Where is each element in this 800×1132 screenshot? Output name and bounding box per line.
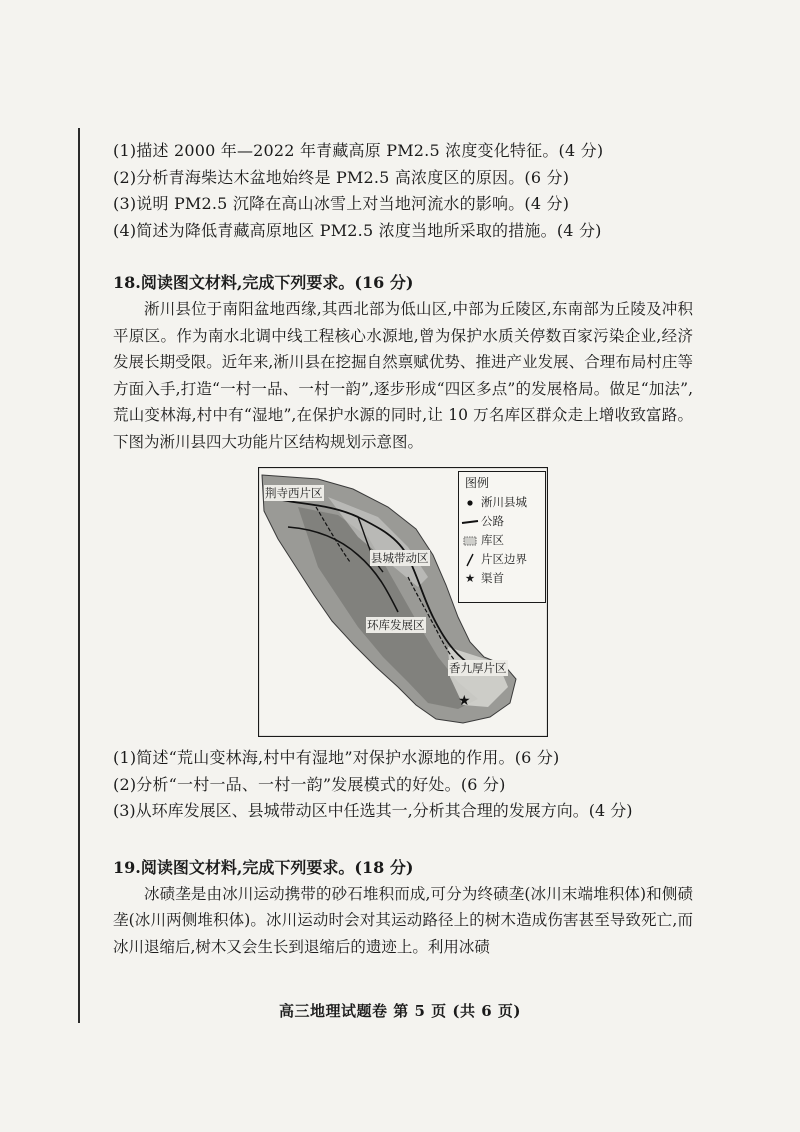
question-19 — [113, 855, 693, 961]
road-line-icon — [461, 517, 479, 527]
label-county-driving: 县城带动区 — [371, 551, 429, 565]
label-xiangjiuhou: 香九厚片区 — [449, 661, 507, 675]
dot-icon — [465, 498, 475, 508]
question-18 — [113, 270, 693, 825]
legend-item-road: 公路 — [459, 512, 545, 531]
q17-subquestions — [113, 138, 693, 244]
q18-sub-1: (1)简述“荒山变林海,村中有湿地”对保护水源地的作用。(6 分) — [113, 748, 560, 767]
q19-heading: 19.阅读图文材料,完成下列要求。(18 分) — [113, 857, 414, 877]
binding-line — [78, 128, 80, 1023]
q18-sub-3: (3)从环库发展区、县城带动区中任选其一,分析其合理的发展方向。(4 分) — [113, 801, 633, 820]
q17-sub-2: (2)分析青海柴达木盆地始终是 PM2.5 高浓度区的原因。(6 分) — [113, 167, 570, 187]
legend-title: 图例 — [465, 476, 490, 490]
q17-sub-4: (4)简述为降低青藏高原地区 PM2.5 浓度当地所采取的措施。(4 分) — [113, 220, 602, 240]
legend-item-boundary: 片区边界 — [459, 550, 545, 569]
q18-paragraph: 淅川县位于南阳盆地西缘,其西北部为低山区,中部为丘陵区,东南部为丘陵及冲积平原区。作为南水北调中线工程核心水源地,曾为保护水质关停数百家污染企业,经济发展长期受限。近年来,淅川县在挖掘自然禀赋优势、推进产业发展、合理布局村庄等方面入手,打造“一村一品、一村一韵”,逐步形成“四区多点”的发展格局。做足“加法”,荒山变林海,村中有“湿地”,在保护水源的同时,让 10 万名库区群众走上增收致富路。下图为淅川县四大功能片区结构规划示意图。 — [113, 300, 693, 451]
legend-item-canal-head: ★ 渠首 — [459, 569, 545, 588]
q18-sub-2: (2)分析“一村一品、一村一韵”发展模式的好处。(6 分) — [113, 774, 506, 794]
star-icon: ★ — [464, 571, 476, 585]
xichuan-map — [258, 467, 548, 737]
legend-item-reservoir: 库区 — [459, 531, 545, 550]
q18-heading: 18.阅读图文材料,完成下列要求。(16 分) — [113, 273, 414, 292]
q17-sub-3: (3)说明 PM2.5 沉降在高山冰雪上对当地河流水的影响。(4 分) — [113, 194, 570, 213]
boundary-line-icon — [464, 553, 476, 567]
q17-sub-1: (1)描述 2000 年—2022 年青藏高原 PM2.5 浓度变化特征。(4 分) — [113, 141, 604, 160]
canal-head-star: ★ — [458, 693, 471, 709]
label-jingsi-west: 荆寺西片区 — [265, 486, 323, 500]
label-ring-reservoir: 环库发展区 — [367, 618, 425, 632]
map-legend — [458, 471, 546, 603]
page-content — [113, 138, 693, 960]
legend-item-county-seat: 淅川县城 — [459, 493, 545, 512]
reservoir-swatch-icon — [463, 536, 477, 546]
page-footer: 高三地理试题卷 第 5 页 (共 6 页) — [279, 1002, 521, 1020]
q19-paragraph: 冰碛垄是由冰川运动携带的砂石堆积而成,可分为终碛垄(冰川末端堆积体)和侧碛垄(冰川两侧堆积体)。冰川运动时会对其运动路径上的树木造成伤害甚至导致死亡,而冰川退缩后,树木又会生长到退缩后的遗迹上。利用冰碛 — [113, 884, 693, 956]
